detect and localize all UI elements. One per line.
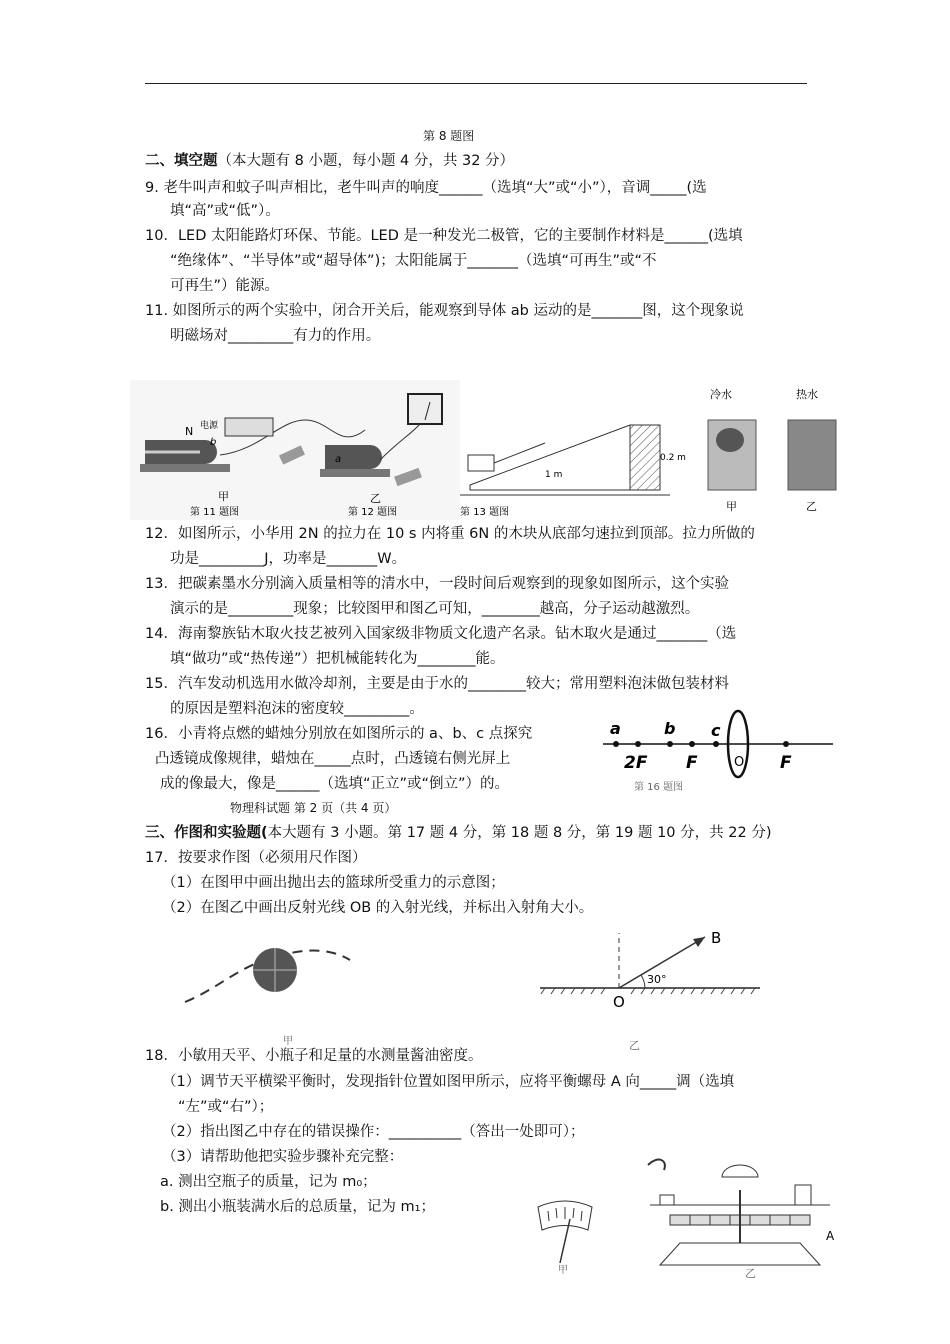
balance-dial xyxy=(722,1165,758,1177)
point-a xyxy=(613,741,619,747)
caption-yi: 乙 xyxy=(629,1039,640,1052)
q18-sub2: （2）指出图乙中存在的错误操作：__________（答出一处即可）； xyxy=(162,1124,585,1140)
scale-ticks xyxy=(548,1207,582,1221)
q14-line1: 14．海南黎族钻木取火技艺被列入国家级非物质文化遗产名录。钻木取火是通过_______（选 xyxy=(145,626,737,642)
q18-line1: 18．小敏用天平、小瓶子和足量的水测量酱油密度。 xyxy=(145,1048,483,1064)
right-pan-bottle xyxy=(795,1185,811,1205)
q17-line1: 17．按要求作图（必须用尺作图） xyxy=(145,850,367,866)
mirror-hatching xyxy=(541,988,755,994)
fig17-basketball xyxy=(175,930,375,1050)
q16-line3: 成的像最大，像是______（选填“正立”或“倒立”）的。 xyxy=(160,776,510,792)
caption-fig13: 第 13 题图 xyxy=(460,507,510,518)
q16-line1: 16．小青将点燃的蜡烛分别放在如图所示的 a、b、c 点探究 xyxy=(145,726,533,742)
fig11-motor-experiment xyxy=(130,380,460,520)
q18-step-a: a. 测出空瓶子的质量，记为 m₀； xyxy=(160,1174,377,1190)
label-a: a xyxy=(610,719,621,738)
fig18-balance xyxy=(640,1155,840,1280)
ink-cold xyxy=(716,428,744,452)
header-rule xyxy=(145,83,807,84)
caption-fig12: 第 12 题图 xyxy=(348,507,398,518)
q15-line1: 15．汽车发动机选用水做冷却剂，主要是由于水的________较大；常用塑料泡沫做包装材料 xyxy=(145,676,729,692)
label-O: O xyxy=(613,993,625,1011)
label-jia: 甲 xyxy=(218,490,229,503)
hand-tweezers xyxy=(648,1160,665,1170)
caption-jia: 甲 xyxy=(558,1265,568,1276)
label-cold-water: 冷水 xyxy=(710,388,732,401)
base-yi xyxy=(320,469,390,477)
ray-arrow xyxy=(693,937,705,947)
fig16-lens xyxy=(598,708,838,794)
label-beaker-jia: 甲 xyxy=(726,500,737,513)
section2-note: （本大题有 8 小题，每小题 4 分，共 32 分） xyxy=(217,153,515,169)
q12-line1: 12．如图所示，小华用 2N 的拉力在 10 s 内将重 6N 的木块从底部匀速拉到顶部。拉力所做的 xyxy=(145,526,755,542)
q10-line1: 10．LED 太阳能路灯环保、节能。LED 是一种发光二极管，它的主要制作材料是______(选填 xyxy=(145,228,743,244)
label-B: B xyxy=(711,929,722,947)
label-30deg: 30° xyxy=(647,973,667,986)
q17-sub1: （1）在图甲中画出抛出去的篮球所受重力的示意图； xyxy=(162,875,505,891)
label-yi: 乙 xyxy=(370,492,381,505)
label-A: A xyxy=(826,1229,835,1243)
q16-line2: 凸透镜成像规律，蜡烛在_____点时，凸透镜右侧光屏上 xyxy=(155,751,511,767)
section3-note: 本大题有 3 小题。第 17 题 4 分，第 18 题 8 分，第 19 题 10 分，共 22 分) xyxy=(267,825,772,841)
caption-jia: 甲 xyxy=(283,1036,293,1047)
q18-sub1: （1）调节天平横梁平衡时，发现指针位置如图甲所示，应将平衡螺母 A 向_____调（选填 xyxy=(162,1074,735,1090)
label-c: c xyxy=(711,721,721,740)
balance-base xyxy=(660,1243,820,1265)
label-F-left: F xyxy=(686,753,698,773)
q10-line3: 可再生”）能源。 xyxy=(170,278,280,294)
label-a: a xyxy=(335,454,342,465)
q13-line1: 13．把碳素墨水分别滴入质量相等的清水中，一段时间后观察到的现象如图所示，这个实验 xyxy=(145,576,729,592)
caption-yi: 乙 xyxy=(745,1267,756,1280)
fig8-caption: 第 8 题图 xyxy=(423,129,475,143)
q9-line1: 9. 老牛叫声和蚊子叫声相比，老牛叫声的响度______（选填“大”或“小”），音调_____(选 xyxy=(145,180,707,196)
incline-height: 0.2 m xyxy=(660,453,686,463)
battery-box xyxy=(225,418,273,436)
label-beaker-yi: 乙 xyxy=(806,500,817,513)
page-footer: 物理科试题 第 2 页（共 4 页） xyxy=(230,801,397,815)
incline-block xyxy=(630,425,660,490)
base-jia xyxy=(140,464,230,472)
q14-line2: 填“做功”或“热传递”）把机械能转化为________能。 xyxy=(170,651,505,667)
label-dianyuan: 电源 xyxy=(200,421,219,431)
section3-heading xyxy=(145,823,771,843)
q18-sub3: （3）请帮助他把实验步骤补充完整： xyxy=(162,1149,404,1165)
q9-line2: 填“高”或“低”）。 xyxy=(170,203,280,219)
q13-line2: 演示的是_________现象；比较图甲和图乙可知，________越高，分子运动越激烈。 xyxy=(170,601,700,617)
section2-title: 二、填空题 xyxy=(145,153,218,169)
angle-arc xyxy=(641,975,645,988)
label-2F: 2F xyxy=(624,753,648,773)
beaker-hot xyxy=(788,420,836,490)
q15-line2: 的原因是塑料泡沫的密度较_________。 xyxy=(170,701,424,717)
label-N: N xyxy=(185,425,194,438)
q18-step-b: b. 测出小瓶装满水后的总质量，记为 m₁； xyxy=(160,1199,435,1215)
section2-heading xyxy=(145,151,514,171)
label-b: b xyxy=(664,719,676,738)
fig12-incline xyxy=(460,395,686,520)
q11-line2: 明磁场对_________有力的作用。 xyxy=(170,328,381,344)
q18-sub1b: “左”或“右”）； xyxy=(178,1099,274,1115)
incline-length: 1 m xyxy=(545,470,563,480)
fig18-pointer-scale xyxy=(530,1195,600,1275)
fig13-diffusion-beakers xyxy=(700,380,840,520)
point-b xyxy=(667,741,673,747)
q10-line2: “绝缘体”、“半导体”或“超导体”)；太阳能属于_______（选填“可再生”或“不 xyxy=(170,253,657,269)
label-b: b xyxy=(210,437,217,448)
point-F-right xyxy=(783,741,789,747)
caption-fig16: 第 16 题图 xyxy=(634,782,684,793)
point-2F xyxy=(635,741,641,747)
q11-line1: 11. 如图所示的两个实验中，闭合开关后，能观察到导体 ab 运动的是_______图，这个现象说 xyxy=(145,303,744,319)
point-F-left xyxy=(689,741,695,747)
fig17-reflection xyxy=(535,925,765,1055)
label-O: O xyxy=(734,755,745,770)
caption-fig11: 第 11 题图 xyxy=(190,507,240,518)
label-F-right: F xyxy=(780,753,792,773)
magnet-yi xyxy=(325,445,382,469)
label-hot-water: 热水 xyxy=(796,388,818,401)
q12-line2: 功是_________J，功率是_______W。 xyxy=(170,551,407,567)
wood-block xyxy=(468,455,494,471)
section3-title: 三、作图和实验题( xyxy=(145,825,268,841)
q17-sub2: （2）在图乙中画出反射光线 OB 的入射光线，并标出入射角大小。 xyxy=(162,900,594,916)
left-pan-weight xyxy=(660,1195,674,1205)
point-c xyxy=(713,741,719,747)
